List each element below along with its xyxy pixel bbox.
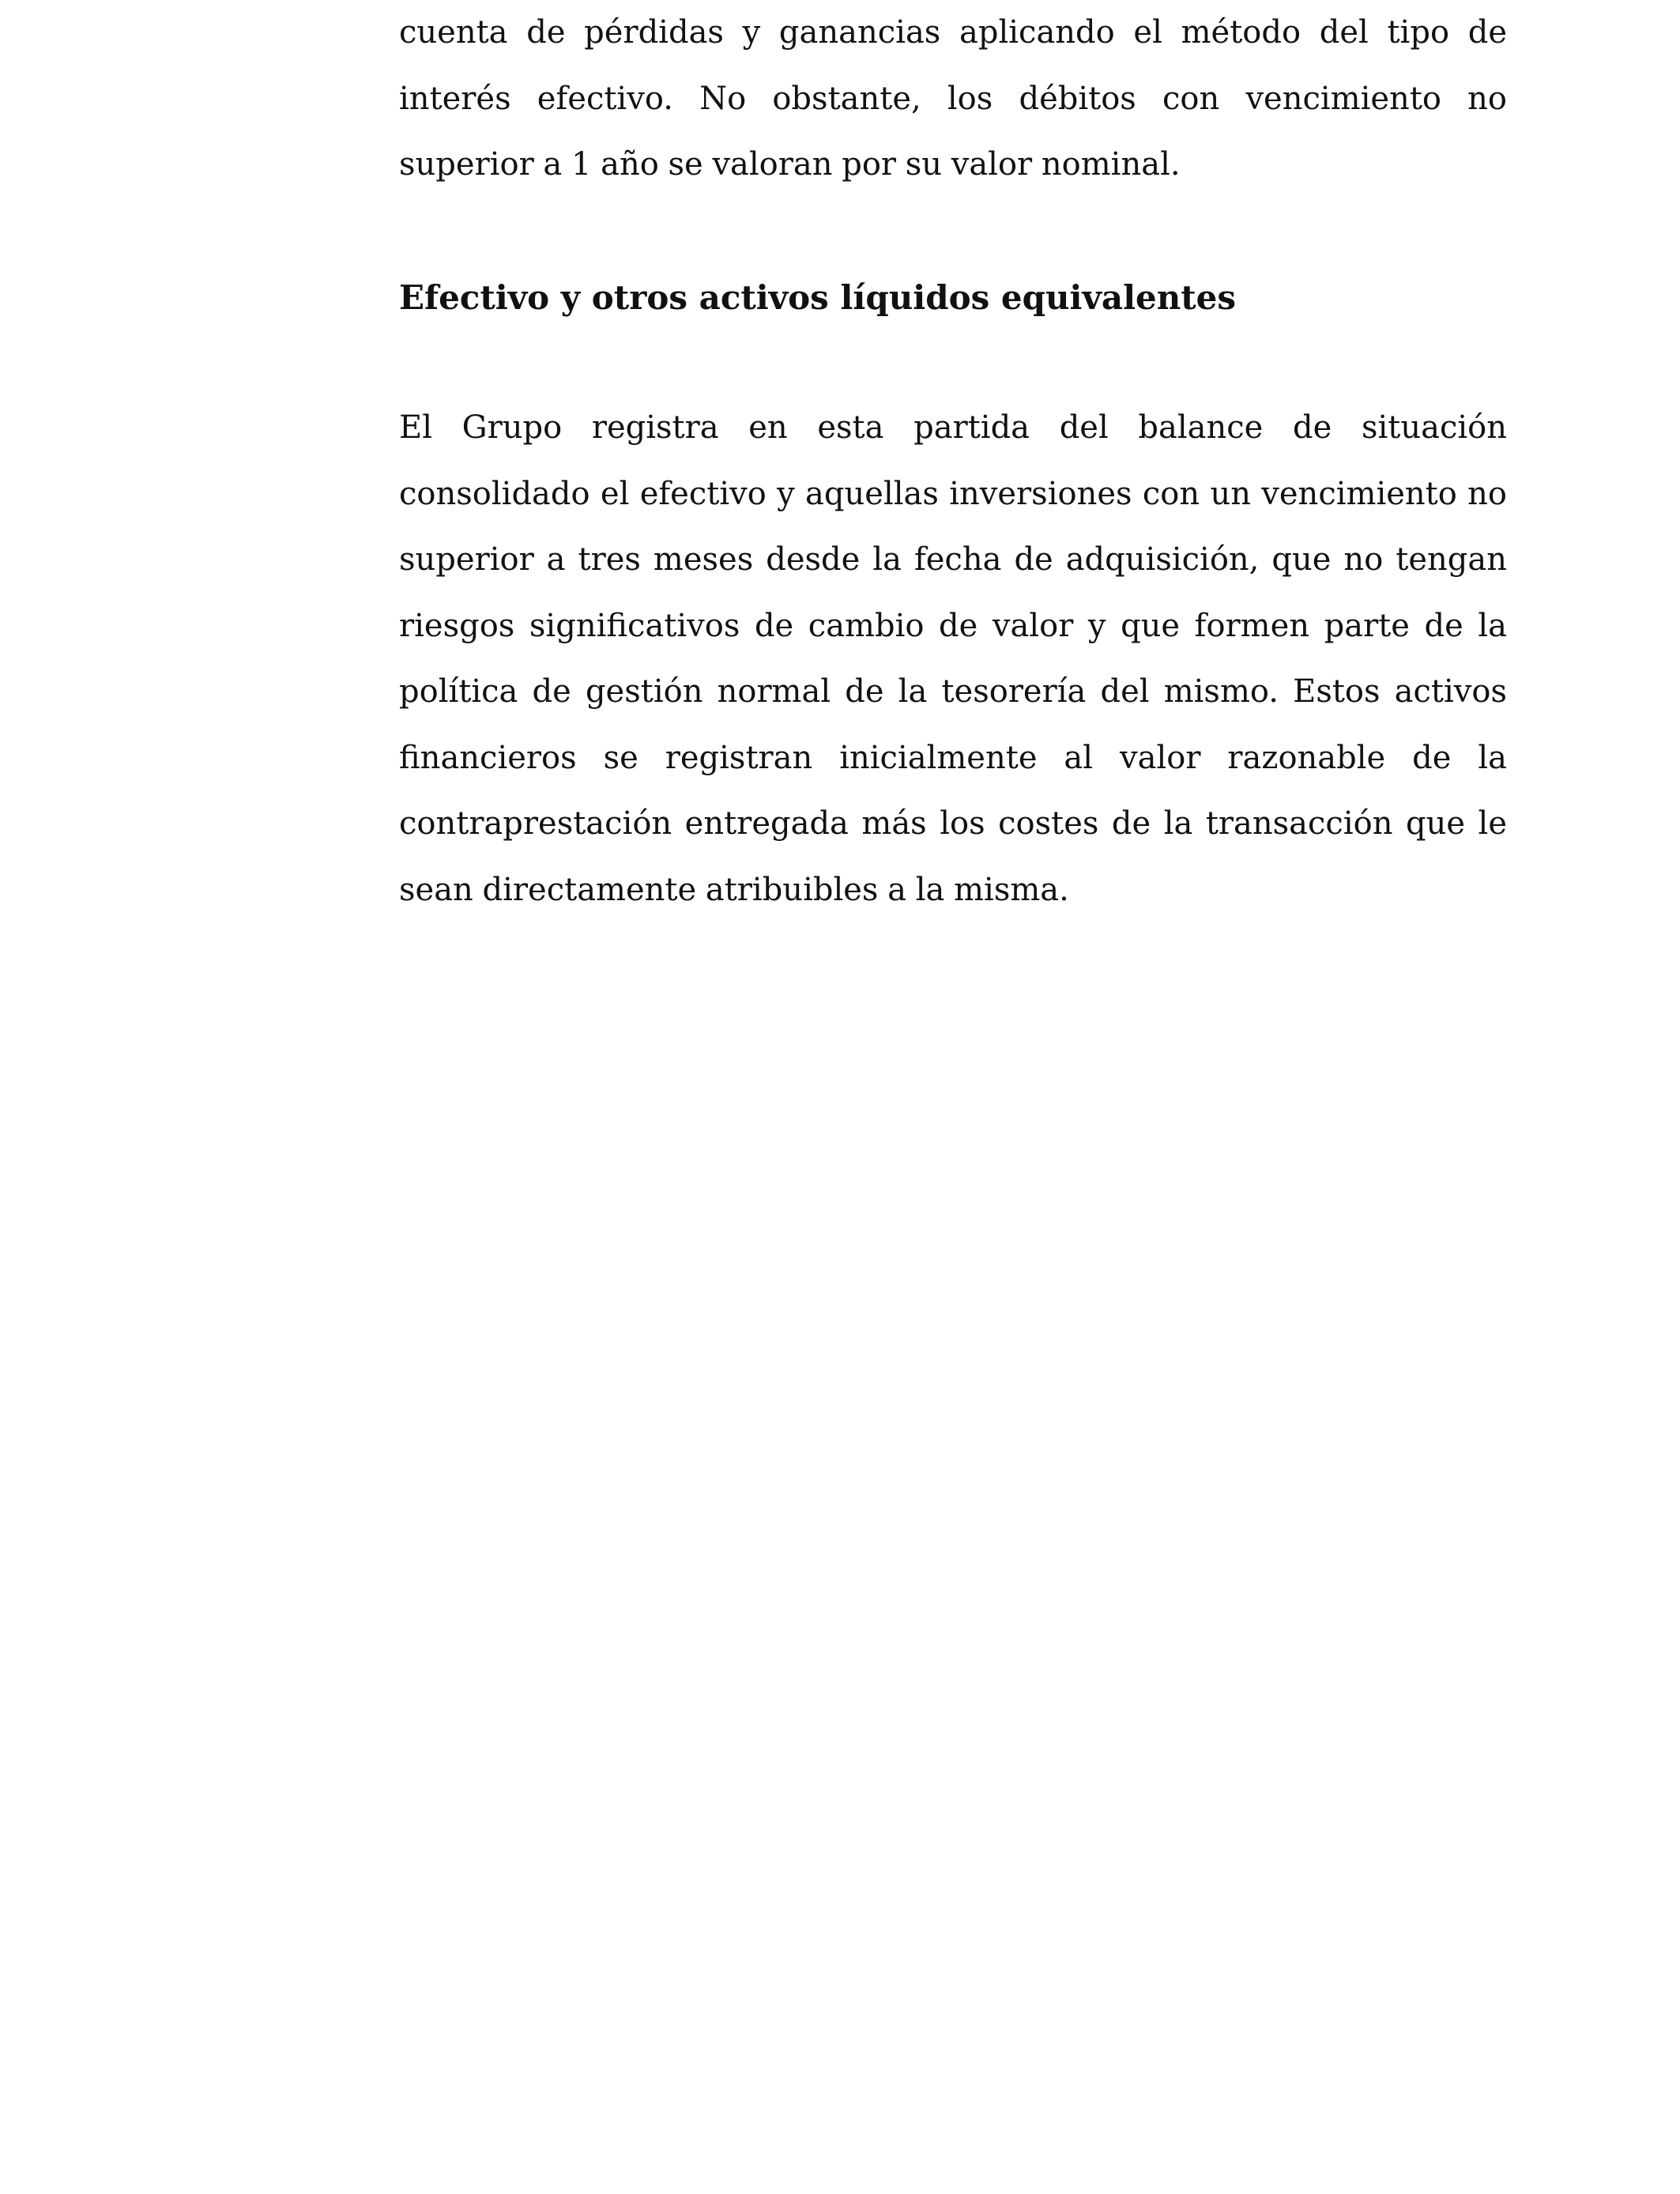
section-heading: Efectivo y otros activos líquidos equivalentes xyxy=(399,278,1237,317)
intro-paragraph: cuenta de pérdidas y ganancias aplicando el método del tipo de interés efectivo. No obstante, los débitos con vencimiento no superior a 1 año se valoran por su valor nominal. xyxy=(399,14,1507,183)
section-paragraph: El Grupo registra en esta partida del balance de situación consolidado el efectivo y aquellas inversiones con un vencimiento no superior a tres meses desde la fecha de adquisición, que no tengan riesgos significativos de cambio de valor y que formen parte de la política de gestión normal de la tesorería del mismo. Estos activos financieros se registran inicialmente al valor razonable de la contraprestación entregada más los costes de la transacción que le sean directamente atribuibles a la misma. xyxy=(399,409,1507,908)
